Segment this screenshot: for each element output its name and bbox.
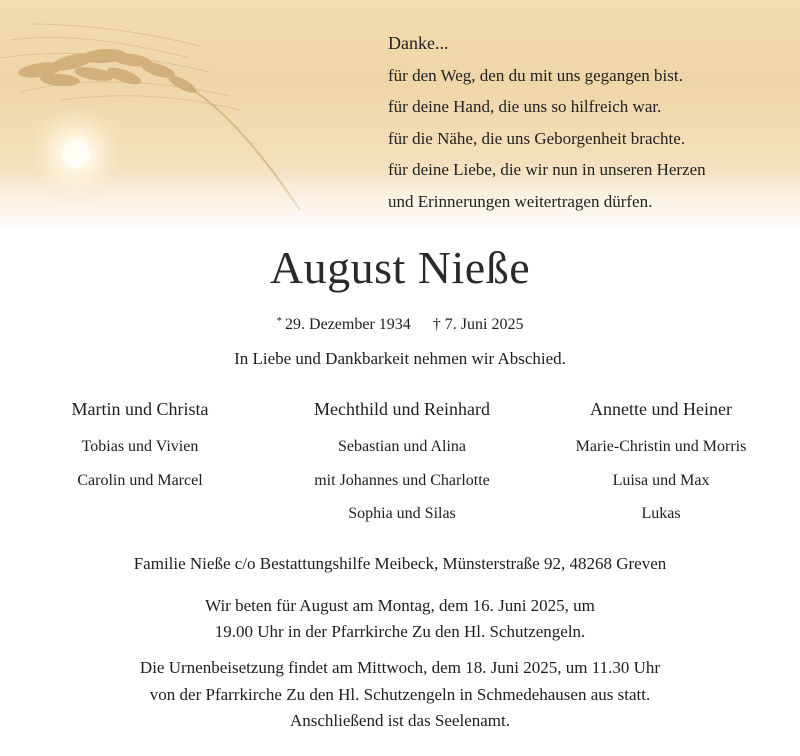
farewell-text: In Liebe und Dankbarkeit nehmen wir Abschied. — [234, 349, 566, 368]
poem-block — [388, 28, 788, 217]
family-member: Marie-Christin und Morris — [575, 438, 747, 455]
service-info — [0, 593, 800, 645]
contact-address: Familie Nieße c/o Bestattungshilfe Meibeck, Münsterstraße 92, 48268 Greven — [133, 554, 667, 573]
poem-line: für die Nähe, die uns Geborgenheit brachte. — [388, 128, 686, 148]
family-member: Sophia und Silas — [348, 505, 456, 522]
family-member: Luisa und Max — [612, 471, 710, 489]
poem-line: für den Weg, den du mit uns gegangen bist. — [388, 65, 683, 85]
poem-line: und Erinnerungen weitertragen dürfen. — [388, 191, 653, 211]
family-column — [548, 394, 774, 531]
family-column — [40, 394, 240, 497]
family-head: Annette und Heiner — [590, 399, 732, 419]
urn-burial-info — [0, 655, 800, 735]
urn-line: von der Pfarrkirche Zu den Hl. Schutzengeln in Schmedehausen aus statt. — [149, 684, 651, 704]
service-line: 19.00 Uhr in der Pfarrkirche Zu den Hl. Schutzengeln. — [214, 622, 586, 641]
birth-date: 29. Dezember 1934 — [285, 316, 411, 333]
poem-line: für deine Liebe, die wir nun in unseren Herzen — [388, 160, 706, 179]
family-member: Sebastian und Alina — [338, 438, 466, 455]
death-date: † 7. Juni 2025 — [432, 316, 524, 333]
poem-title: Danke... — [388, 33, 449, 53]
family-member: Tobias und Vivien — [81, 438, 199, 455]
family-member: mit Johannes und Charlotte — [314, 471, 490, 489]
poem-line: für deine Hand, die uns so hilfreich war. — [388, 97, 662, 116]
life-dates — [0, 310, 800, 336]
urn-line: Die Urnenbeisetzung findet am Mittwoch, dem 18. Juni 2025, um 11.30 Uhr — [139, 658, 661, 677]
family-member: Lukas — [641, 505, 681, 522]
birth-mark: * — [276, 315, 283, 327]
deceased-name: August Nieße — [269, 242, 531, 293]
service-line: Wir beten für August am Montag, dem 16. Juni 2025, um — [205, 596, 595, 615]
family-head: Mechthild und Reinhard — [314, 399, 490, 419]
family-column — [272, 394, 532, 531]
family-member: Carolin und Marcel — [77, 471, 203, 489]
header-wheat-sunset-image — [0, 0, 800, 228]
urn-line: Anschließend ist das Seelenamt. — [289, 711, 510, 730]
family-head: Martin und Christa — [71, 399, 209, 419]
